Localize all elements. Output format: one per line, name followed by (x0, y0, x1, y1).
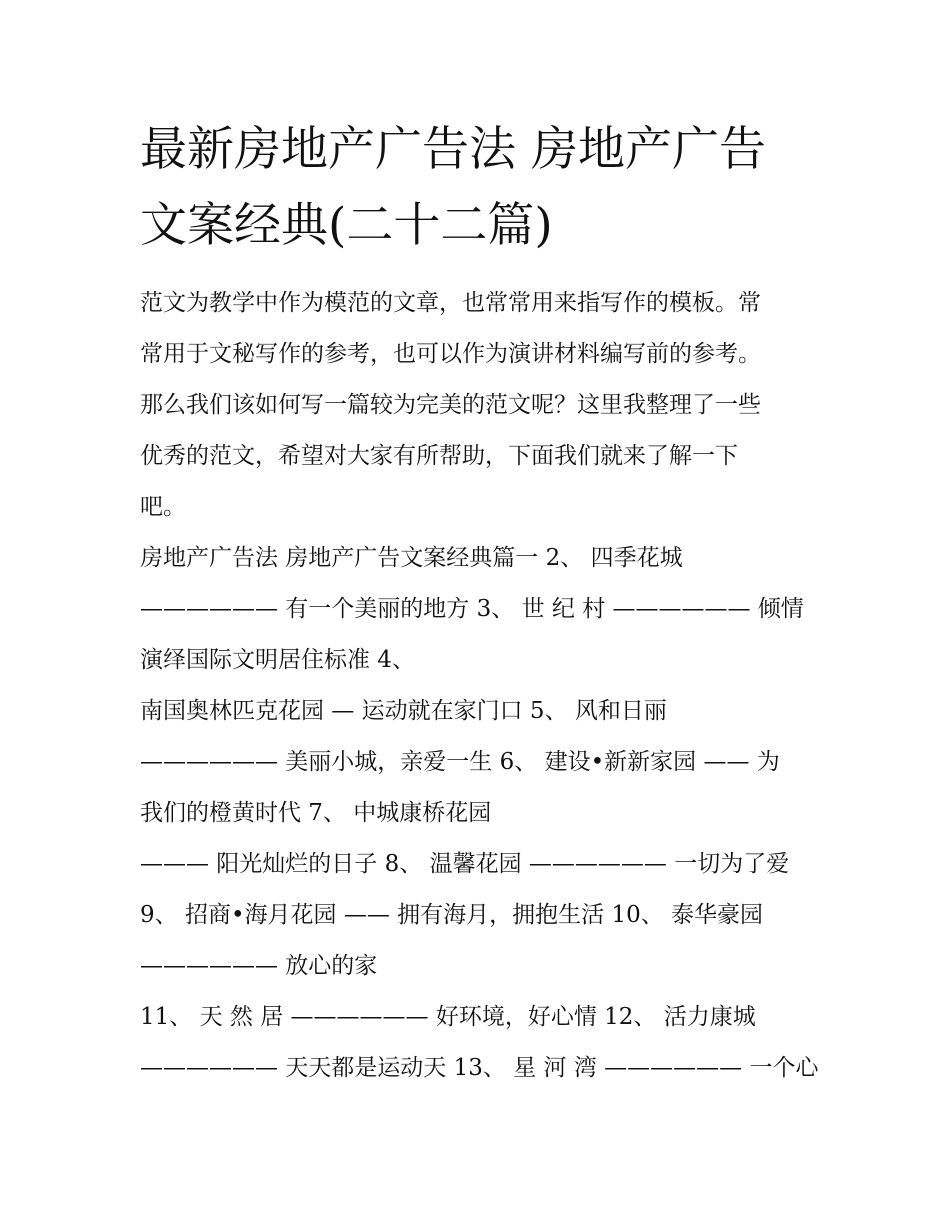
body-line: 房地产广告法 房地产广告文案经典篇一 2、 四季花城 (140, 545, 683, 571)
body-line: 范文为教学中作为模范的文章，也常常用来指写作的模板。常 (140, 290, 761, 316)
body-line: 我们的橙黄时代 7、 中城康桥花园 (140, 800, 492, 826)
body-line: 优秀的范文，希望对大家有所帮助，下面我们就来了解一下 (140, 443, 738, 469)
body-line: 南国奥林匹克花园 — 运动就在家门口 5、 风和日丽 (140, 698, 667, 724)
body-line: 吧。 (140, 494, 186, 520)
body-line: 9、 招商•海月花园 —— 拥有海月，拥抱生活 10、 泰华豪园 (140, 902, 764, 928)
document-body (140, 278, 830, 1094)
document-title (140, 112, 830, 264)
body-line: 演绎国际文明居住标准 4、 (140, 647, 415, 673)
body-line: 那么我们该如何写一篇较为完美的范文呢？这里我整理了一些 (140, 392, 761, 418)
body-line: —————— 美丽小城，亲爱一生 6、 建设•新新家园 —— 为 (140, 749, 780, 775)
body-line: —————— 放心的家 (140, 953, 378, 979)
body-line: 11、 天 然 居 —————— 好环境，好心情 12、 活力康城 (140, 1004, 756, 1030)
title-line-2: 文案经典(二十二篇) (140, 198, 553, 253)
body-line: 常用于文秘写作的参考，也可以作为演讲材料编写前的参考。 (140, 341, 761, 367)
title-line-1: 最新房地产广告法 房地产广告 (140, 122, 766, 177)
body-line: —————— 有一个美丽的地方 3、 世 纪 村 —————— 倾情 (140, 596, 804, 622)
body-line: ——— 阳光灿烂的日子 8、 温馨花园 —————— 一切为了爱 (140, 851, 790, 877)
body-line: —————— 天天都是运动天 13、 星 河 湾 —————— 一个心 (140, 1055, 819, 1081)
